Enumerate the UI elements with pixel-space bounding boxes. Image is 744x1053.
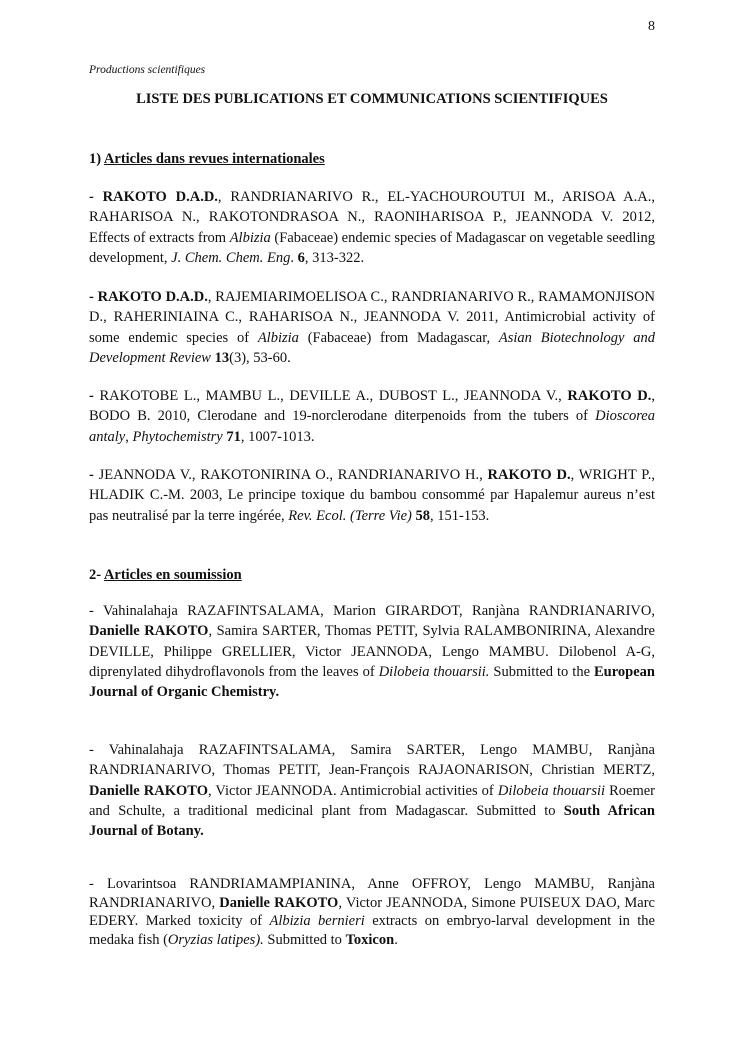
- publication-entry: - JEANNODA V., RAKOTONIRINA O., RANDRIANARIVO H., RAKOTO D., WRIGHT P., HLADIK C.-M. 2003, Le principe toxique du bambou consommé par Hapalemur aureus n’est pas neutralisé par la terre ingérée, Rev. Ecol. (Terre Vie) 58, 151-153.: [89, 467, 655, 524]
- running-header: Productions scientifiques: [89, 64, 206, 76]
- publication-entry: - RAKOTO D.A.D., RANDRIANARIVO R., EL-YACHOUROUTUI M., ARISOA A.A., RAHARISOA N., RAKOTONDRASOA N., RAONIHARISOA P., JEANNODA V. 2012, Effects of extracts from Albizia (Fabaceae) endemic species of Madagascar on vegetable seedling development, J. Chem. Chem. Eng. 6, 313-322.: [89, 189, 655, 266]
- section-heading-submitted-articles: [89, 565, 242, 585]
- publication-entry: - RAKOTO D.A.D., RAJEMIARIMOELISOA C., RANDRIANARIVO R., RAMAMONJISON D., RAHERINIAINA C., RAHARISOA N., JEANNODA V. 2011, Antimicrobial activity of some endemic species of Albizia (Fabaceae) from Madagascar, Asian Biotechnology and Development Review 13(3), 53-60.: [89, 289, 656, 366]
- submission-entry: - Lovarintsoa RANDRIAMAMPIANINA, Anne OFFROY, Lengo MAMBU, Ranjàna RANDRIANARIVO, Danielle RAKOTO, Victor JEANNODA, Simone PUISEUX DAO, Marc EDERY. Marked toxicity of Albizia bernieri extracts on embryo-larval development in the medaka fish (Oryzias latipes). Submitted to Toxicon.: [89, 876, 655, 948]
- publication-entry: - RAKOTOBE L., MAMBU L., DEVILLE A., DUBOST L., JEANNODA V., RAKOTO D., BODO B. 2010, Clerodane and 19-norclerodane diterpenoids from the tubers of Dioscorea antaly, Phytochemistry 71, 1007-1013.: [89, 388, 655, 445]
- section-number: 1): [89, 151, 102, 167]
- page-number: 8: [648, 19, 655, 34]
- submission-entry: - Vahinalahaja RAZAFINTSALAMA, Samira SARTER, Lengo MAMBU, Ranjàna RANDRIANARIVO, Thomas PETIT, Jean-François RAJAONARISON, Christian MERTZ, Danielle RAKOTO, Victor JEANNODA. Antimicrobial activities of Dilobeia thouarsii Roemer and Schulte, a traditional medicinal plant from Madagascar. Submitted to South African Journal of Botany.: [89, 742, 655, 840]
- section-heading-international-articles: [89, 149, 325, 169]
- section-number: 2-: [89, 567, 102, 583]
- page-title: LISTE DES PUBLICATIONS ET COMMUNICATIONS SCIENTIFIQUES: [136, 91, 608, 107]
- section-label: Articles dans revues internationales: [103, 151, 325, 167]
- section-label: Articles en soumission: [103, 567, 242, 583]
- submission-entry: - Vahinalahaja RAZAFINTSALAMA, Marion GIRARDOT, Ranjàna RANDRIANARIVO, Danielle RAKOTO, Samira SARTER, Thomas PETIT, Sylvia RALAMBONIRINA, Alexandre DEVILLE, Philippe GRELLIER, Victor JEANNODA, Lengo MAMBU. Dilobenol A-G, diprenylated dihydroflavonols from the leaves of Dilobeia thouarsii. Submitted to the European Journal of Organic Chemistry.: [89, 603, 655, 701]
